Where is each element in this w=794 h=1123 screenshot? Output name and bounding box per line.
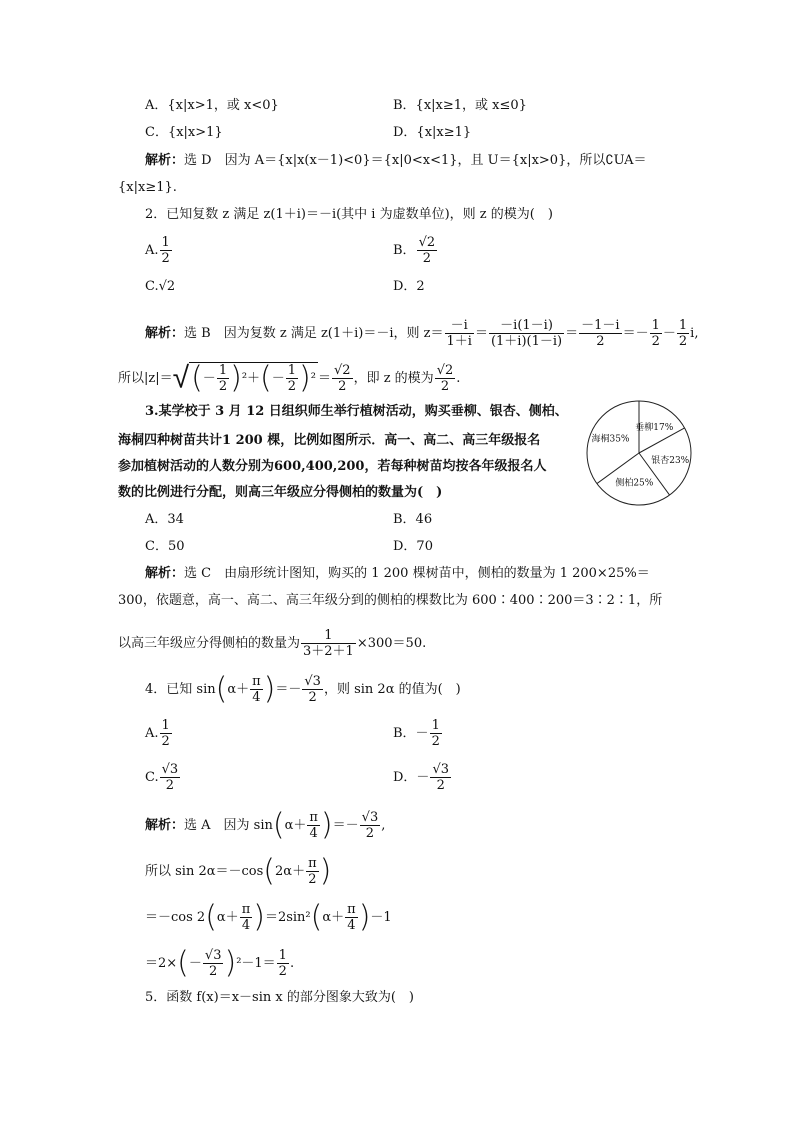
- pie-slice-label: 海桐35%: [591, 434, 630, 445]
- q2-option-a: A. $\frac{1}{2}$: [145, 235, 170, 266]
- q2-option-d: D．2: [393, 279, 425, 294]
- q3-option-a: A．34: [145, 512, 184, 527]
- q3-stem-line3: 参加植树活动的人数分别为600,400,200，若每种树苗均按各年级报名人: [118, 459, 547, 474]
- solution-label: 解析：: [145, 818, 185, 833]
- q3-stem-line1: 3.某学校于 3 月 12 日组织师生举行植树活动，购买垂柳、银杏、侧柏、: [145, 404, 568, 419]
- solution-label: 解析：: [145, 153, 185, 168]
- q4-solution-line2: 所以 sin 2α＝－cos(2α＋ $\frac{\pi}{2}$ ): [145, 853, 332, 889]
- q2-option-b: B． $\frac{√2}{2}$: [393, 235, 436, 266]
- q4-solution-line1: 解析：选 A 因为 sin(α＋ $\frac{\pi}{4}$ )＝－ $\frac{√3}{2}$ ,: [145, 807, 386, 843]
- q2-option-c: C.√2: [145, 279, 176, 294]
- solution-label: 解析：: [145, 326, 185, 341]
- q4-option-d: D．－ $\frac{√3}{2}$: [393, 762, 449, 793]
- pie-chart: [574, 398, 704, 508]
- q3-stem-line4: 数的比例进行分配，则高三年级应分得侧柏的数量为( ): [118, 485, 443, 500]
- q1-option-c: C．{x|x>1}: [145, 125, 223, 140]
- q2-solution-line2: 所以|z|＝√(－ $\frac{1}{2}$ )²＋(－ $\frac{1}{2}$ )² ＝ $\frac{√2}{2}$ ，即 z 的模为 $\frac{√2}{2}$ .: [118, 360, 461, 396]
- pie-slice-label: 侧柏25%: [615, 478, 654, 489]
- q4-solution-line3: ＝－cos 2(α＋ $\frac{\pi}{4}$ )＝2sin²(α＋ $\frac{\pi}{4}$ )－1: [145, 899, 392, 935]
- q1-solution-line1: [145, 152, 647, 170]
- q3-option-d: D．70: [393, 539, 433, 554]
- q4-option-b: B．－ $\frac{1}{2}$: [393, 718, 440, 749]
- q1-option-d: D．{x|x≥1}: [393, 125, 472, 140]
- pie-slice-label: 银杏23%: [651, 455, 690, 466]
- q1-solution-line2: {x|x≥1}.: [118, 180, 177, 195]
- q4-stem: 4．已知 sin(α＋ $\frac{\pi}{4}$ )＝－ $\frac{√3}{2}$ ，则 sin 2α 的值为( ): [145, 671, 461, 707]
- q1-solution-text: 选 D 因为 A＝{x|x(x－1)<0}＝{x|0<x<1}，且 U＝{x|x>0}，所以∁UA＝: [184, 153, 647, 168]
- q3-stem-line2: 海桐四种树苗共计1 200 棵，比例如图所示．高一、高二、高三年级报名: [118, 433, 541, 448]
- solution-label: 解析：: [145, 566, 185, 581]
- q1-option-b: B．{x|x≥1，或 x≤0}: [393, 98, 527, 113]
- q4-solution-line4: ＝2×(－ $\frac{√3}{2}$ )²－1＝ $\frac{1}{2}$ .: [145, 945, 295, 981]
- q5-stem: 5．函数 f(x)＝x－sin x 的部分图象大致为( ): [145, 990, 414, 1005]
- q3-option-b: B．46: [393, 512, 433, 527]
- q3-solution-line1: 解析：选 C 由扇形统计图知，购买的 1 200 棵树苗中，侧柏的数量为 1 200×25%＝: [145, 566, 650, 581]
- q2-stem: 2．已知复数 z 满足 z(1＋i)＝－i(其中 i 为虚数单位)，则 z 的模为( ): [145, 207, 553, 222]
- q3-solution-line2: 300，依题意，高一、高二、高三年级分到的侧柏的棵数比为 600∶400∶200＝3∶2∶1，所: [118, 593, 663, 608]
- q2-solution-line1: 解析：选 B 因为复数 z 满足 z(1＋i)＝－i，则 z＝ $\frac{-i}{1+i}$ ＝ $\frac{-i(1-i)}{(1+i)(1-i)}$ ＝ $\frac{-1-i}{2}$ ＝－ $\frac{1}{2}$ － $\frac{1}{2}$ i,: [145, 318, 699, 349]
- q1-option-a: A．{x|x>1，或 x<0}: [145, 98, 279, 113]
- q4-option-c: C. $\frac{√3}{2}$: [145, 762, 179, 793]
- pie-slice-label: 垂柳17%: [635, 423, 674, 434]
- q3-option-c: C．50: [145, 539, 185, 554]
- q3-solution-line3: 以高三年级应分得侧柏的数量为 $\frac{1}{3+2+1}$ ×300＝50.: [118, 628, 427, 659]
- q4-option-a: A. $\frac{1}{2}$: [145, 718, 170, 749]
